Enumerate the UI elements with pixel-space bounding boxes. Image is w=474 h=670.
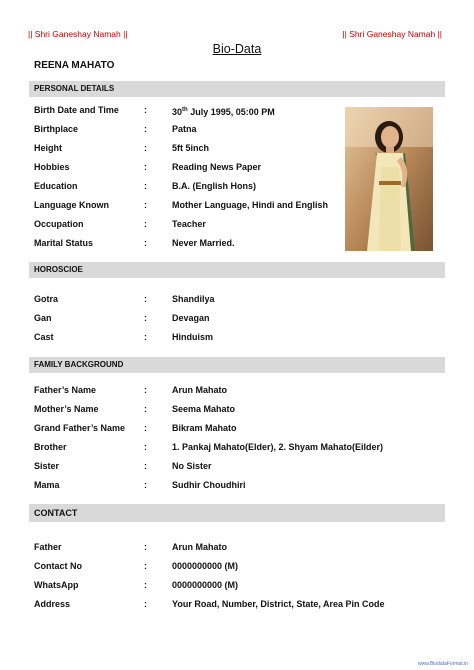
label: Marital Status [34,238,94,248]
page-title-wrap [0,42,474,56]
invocation-right: || Shri Ganeshay Namah || [342,29,442,39]
label: Father [34,542,62,552]
value: Seema Mahato [172,404,236,414]
label: Education [34,181,78,191]
invocation-left: || Shri Ganeshay Namah || [28,29,128,39]
value: Sudhir Choudhiri [172,480,246,490]
separator: : [144,143,147,153]
separator: : [144,442,147,452]
label: Contact No [34,561,82,571]
value-birth-date: 30th July 1995, 05:00 PM [172,107,275,117]
separator: : [144,332,147,342]
separator: : [144,461,147,471]
value: 0000000000 (M) [172,580,239,590]
label: Mama [34,480,60,490]
footer-website: www.BiodataFormat.in [417,661,468,667]
label: Occupation [34,219,84,229]
value: Your Road, Number, District, State, Area Pin Code [172,599,385,609]
value: Reading News Paper [172,162,262,172]
profile-photo [345,107,433,251]
separator: : [144,238,147,248]
separator: : [144,561,147,571]
section-contact: CONTACT [29,504,445,522]
value: 1. Pankaj Mahato(Elder), 2. Shyam Mahato(Eilder) [172,442,384,452]
separator: : [144,124,147,134]
separator: : [144,580,147,590]
value: Devagan [172,313,210,323]
separator: : [144,480,147,490]
label: Hobbies [34,162,70,172]
separator: : [144,599,147,609]
label: Brother [34,442,67,452]
value: Hinduism [172,332,214,342]
value: No Sister [172,461,212,471]
separator: : [144,105,147,115]
value: Arun Mahato [172,385,227,395]
value: Patna [172,124,197,134]
separator: : [144,404,147,414]
label: Language Known [34,200,109,210]
value: Bikram Mahato [172,423,237,433]
separator: : [144,423,147,433]
label: WhatsApp [34,580,79,590]
value: Never Married. [172,238,235,248]
label: Birthplace [34,124,79,134]
value: Mother Language, Hindi and English [172,200,329,210]
page-title: Bio-Data [212,42,262,56]
separator: : [144,162,147,172]
separator: : [144,385,147,395]
section-personal-details: PERSONAL DETAILS [29,81,445,97]
label: Mother’s Name [34,404,99,414]
section-horoscope: HOROSCIOE [29,262,445,278]
profile-photo-illustration [345,107,433,251]
value: Arun Mahato [172,542,227,552]
separator: : [144,313,147,323]
separator: : [144,200,147,210]
value: B.A. (English Hons) [172,181,256,191]
separator: : [144,181,147,191]
value: Teacher [172,219,206,229]
label: Gan [34,313,52,323]
section-family-background: FAMILY BACKGROUND [29,357,445,373]
value: 5ft 5inch [172,143,210,153]
label: Birth Date and Time [34,105,119,115]
label: Father’s Name [34,385,97,395]
separator: : [144,542,147,552]
separator: : [144,294,147,304]
value: Shandilya [172,294,215,304]
label: Cast [34,332,54,342]
label: Address [34,599,71,609]
separator: : [144,219,147,229]
label: Height [34,143,62,153]
label: Sister [34,461,60,471]
label: Gotra [34,294,59,304]
person-name: REENA MAHATO [34,60,115,71]
value: 0000000000 (M) [172,561,239,571]
label: Grand Father’s Name [34,423,126,433]
